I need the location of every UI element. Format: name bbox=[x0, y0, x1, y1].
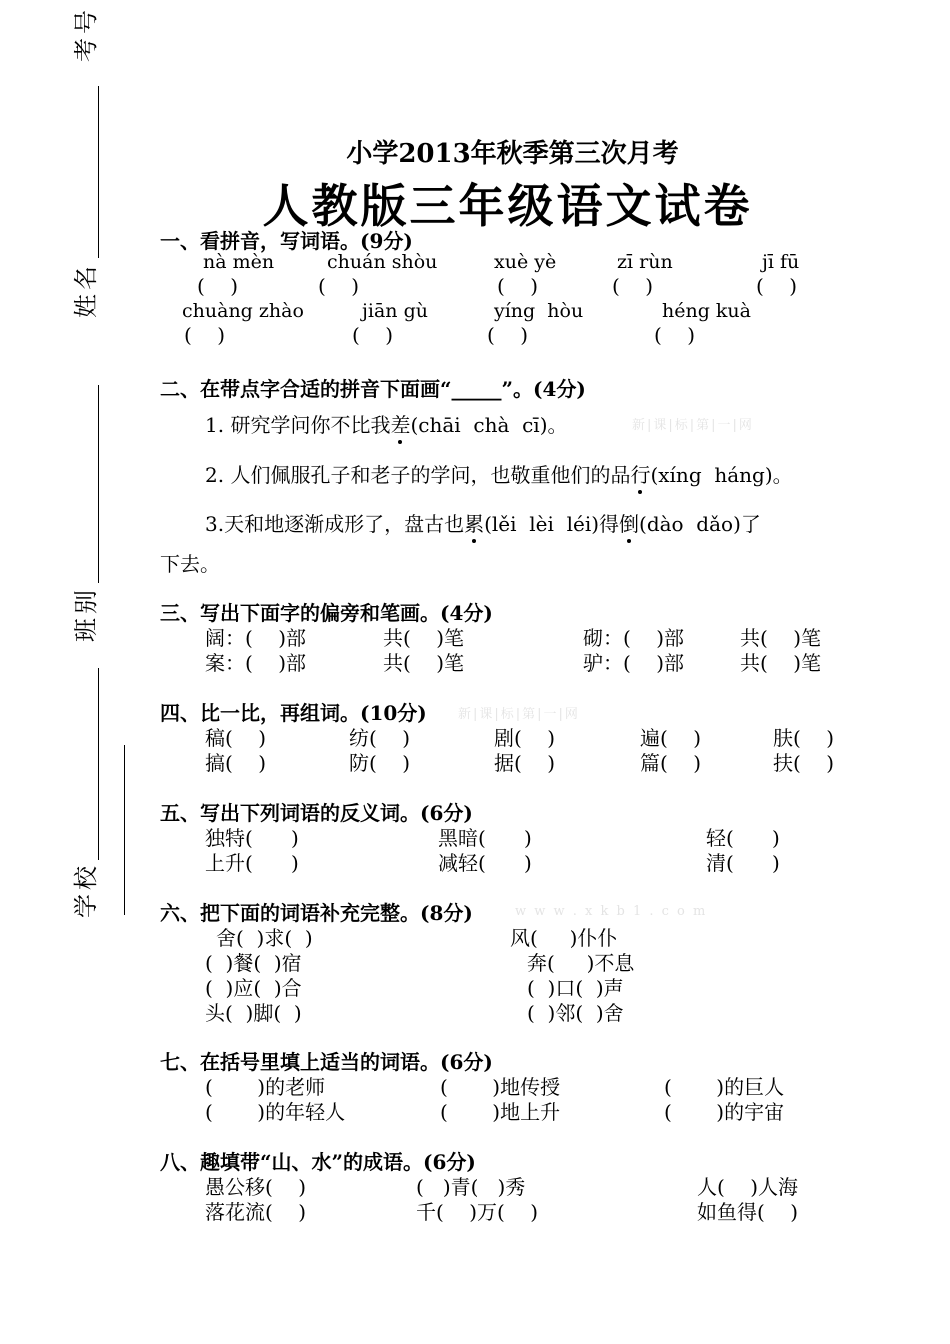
idiom-item: 落花流( ) bbox=[205, 1200, 307, 1224]
pinyin: jī fū bbox=[762, 251, 800, 273]
answer-paren: ( ) bbox=[184, 323, 226, 347]
pinyin: nà mèn bbox=[203, 251, 275, 273]
radical-item: 驴：( )部 bbox=[583, 651, 685, 675]
q-text: 3.天和地逐渐成形了，盘古也 bbox=[205, 512, 465, 536]
q-text: 1. 研究学问你不比我 bbox=[205, 413, 391, 437]
pinyin: yíng hòu bbox=[494, 300, 584, 322]
antonym-item: 上升( ) bbox=[205, 851, 299, 875]
antonym-item: 轻( ) bbox=[706, 826, 780, 850]
idiom-item: 奔( )不息 bbox=[527, 951, 635, 975]
word-item: 搞( ) bbox=[205, 751, 267, 775]
word-item: 防( ) bbox=[349, 751, 411, 775]
pinyin: jiān gù bbox=[362, 300, 428, 322]
watermark: 新|课|标|第|一|网 bbox=[458, 707, 580, 722]
idiom-item: 舍( )求( ) bbox=[216, 926, 313, 950]
answer-paren: ( ) bbox=[654, 323, 696, 347]
antonym-item: 清( ) bbox=[706, 851, 780, 875]
idiom-item: 愚公移( ) bbox=[205, 1175, 307, 1199]
margin-vertical-line bbox=[124, 745, 125, 915]
idiom-item: 千( )万( ) bbox=[416, 1200, 539, 1224]
stroke-item: 共( )笔 bbox=[740, 626, 822, 650]
antonym-item: 黑暗( ) bbox=[438, 826, 532, 850]
pinyin-choices: (xíng háng)。 bbox=[650, 463, 793, 487]
idiom-item: 头( )脚( ) bbox=[205, 1001, 302, 1025]
word-item: 肤( ) bbox=[773, 726, 835, 750]
idiom-item: 如鱼得( ) bbox=[697, 1200, 799, 1224]
question-2-3-cont: 下去。 bbox=[160, 552, 220, 576]
idiom-item: ( )邻( )舍 bbox=[527, 1001, 624, 1025]
stroke-item: 共( )笔 bbox=[383, 626, 465, 650]
word-item: 剧( ) bbox=[494, 726, 556, 750]
radical-item: 阔：( )部 bbox=[205, 626, 307, 650]
fill-item: ( )的年轻人 bbox=[205, 1100, 346, 1124]
idiom-item: 人( )人海 bbox=[697, 1175, 799, 1199]
section-3-heading: 三、写出下面字的偏旁和笔画。(4分) bbox=[160, 601, 493, 625]
answer-paren: ( ) bbox=[318, 274, 360, 298]
dotted-char: 行 bbox=[630, 463, 651, 487]
pinyin: chuàng zhào bbox=[182, 300, 304, 322]
pinyin-choices: (dào dǎo)了 bbox=[639, 512, 761, 536]
name-label: 姓名 bbox=[72, 262, 100, 318]
dotted-char: 差 bbox=[390, 413, 411, 437]
idiom-item: ( )口( )声 bbox=[527, 976, 624, 1000]
fill-item: ( )的宇宙 bbox=[664, 1100, 785, 1124]
question-2-2 bbox=[205, 459, 793, 488]
pinyin: xuè yè bbox=[494, 251, 557, 273]
dotted-char: 累 bbox=[464, 512, 485, 536]
exam-title: 人教版三年级语文试卷 bbox=[262, 179, 753, 233]
section-7-heading: 七、在括号里填上适当的词语。(6分) bbox=[160, 1050, 493, 1074]
dotted-char: 倒 bbox=[619, 512, 640, 536]
question-2-3 bbox=[205, 508, 761, 537]
word-item: 稿( ) bbox=[205, 726, 267, 750]
idiom-item: ( )餐( )宿 bbox=[205, 951, 302, 975]
stroke-item: 共( )笔 bbox=[740, 651, 822, 675]
word-item: 纺( ) bbox=[349, 726, 411, 750]
fill-item: ( )地传授 bbox=[440, 1075, 561, 1099]
fill-item: ( )的巨人 bbox=[664, 1075, 785, 1099]
word-item: 遍( ) bbox=[640, 726, 702, 750]
school-label: 学校 bbox=[72, 862, 100, 918]
fill-item: ( )地上升 bbox=[440, 1100, 561, 1124]
section-2-heading: 二、在带点字合适的拼音下面画“_____”。(4分) bbox=[160, 377, 586, 401]
answer-paren: ( ) bbox=[197, 274, 239, 298]
answer-paren: ( ) bbox=[612, 274, 654, 298]
section-4-heading: 四、比一比，再组词。(10分) bbox=[160, 701, 427, 725]
idiom-item: ( )青( )秀 bbox=[416, 1175, 526, 1199]
section-6-heading: 六、把下面的词语补充完整。(8分) bbox=[160, 901, 473, 925]
answer-paren: ( ) bbox=[497, 274, 539, 298]
section-5-heading: 五、写出下列词语的反义词。(6分) bbox=[160, 801, 473, 825]
watermark: w w w . x k b 1 . c o m bbox=[515, 904, 708, 919]
section-1-heading: 一、看拼音，写词语。(9分) bbox=[160, 229, 413, 253]
antonym-item: 独特( ) bbox=[205, 826, 299, 850]
pinyin-choices: (chāi chà cī)。 bbox=[410, 413, 568, 437]
pinyin: zī rùn bbox=[617, 251, 673, 273]
stroke-item: 共( )笔 bbox=[383, 651, 465, 675]
q-text: 2. 人们佩服孔子和老子的学问，也敬重他们的品 bbox=[205, 463, 631, 487]
word-item: 篇( ) bbox=[640, 751, 702, 775]
word-item: 据( ) bbox=[494, 751, 556, 775]
exam-no-label: 考号 bbox=[72, 6, 100, 62]
section-8-heading: 八、趣填带“山、水”的成语。(6分) bbox=[160, 1150, 476, 1174]
fill-item: ( )的老师 bbox=[205, 1075, 326, 1099]
class-line bbox=[98, 668, 99, 860]
antonym-item: 减轻( ) bbox=[438, 851, 532, 875]
watermark: 新|课|标|第|一|网 bbox=[632, 418, 754, 433]
word-item: 扶( ) bbox=[773, 751, 835, 775]
answer-paren: ( ) bbox=[487, 323, 529, 347]
idiom-item: ( )应( )合 bbox=[205, 976, 302, 1000]
answer-paren: ( ) bbox=[352, 323, 394, 347]
radical-item: 砌：( )部 bbox=[583, 626, 685, 650]
question-2-1 bbox=[205, 409, 568, 438]
idiom-item: 风( )仆仆 bbox=[510, 926, 618, 950]
radical-item: 案：( )部 bbox=[205, 651, 307, 675]
pinyin: chuán shòu bbox=[327, 251, 438, 273]
class-label: 班别 bbox=[72, 586, 100, 642]
name-line bbox=[98, 385, 99, 583]
exam-subtitle: 小学2013年秋季第三次月考 bbox=[346, 139, 679, 169]
pinyin-choices: (lěi lèi léi)得 bbox=[484, 512, 620, 536]
answer-paren: ( ) bbox=[756, 274, 798, 298]
pinyin: héng kuà bbox=[662, 300, 751, 322]
